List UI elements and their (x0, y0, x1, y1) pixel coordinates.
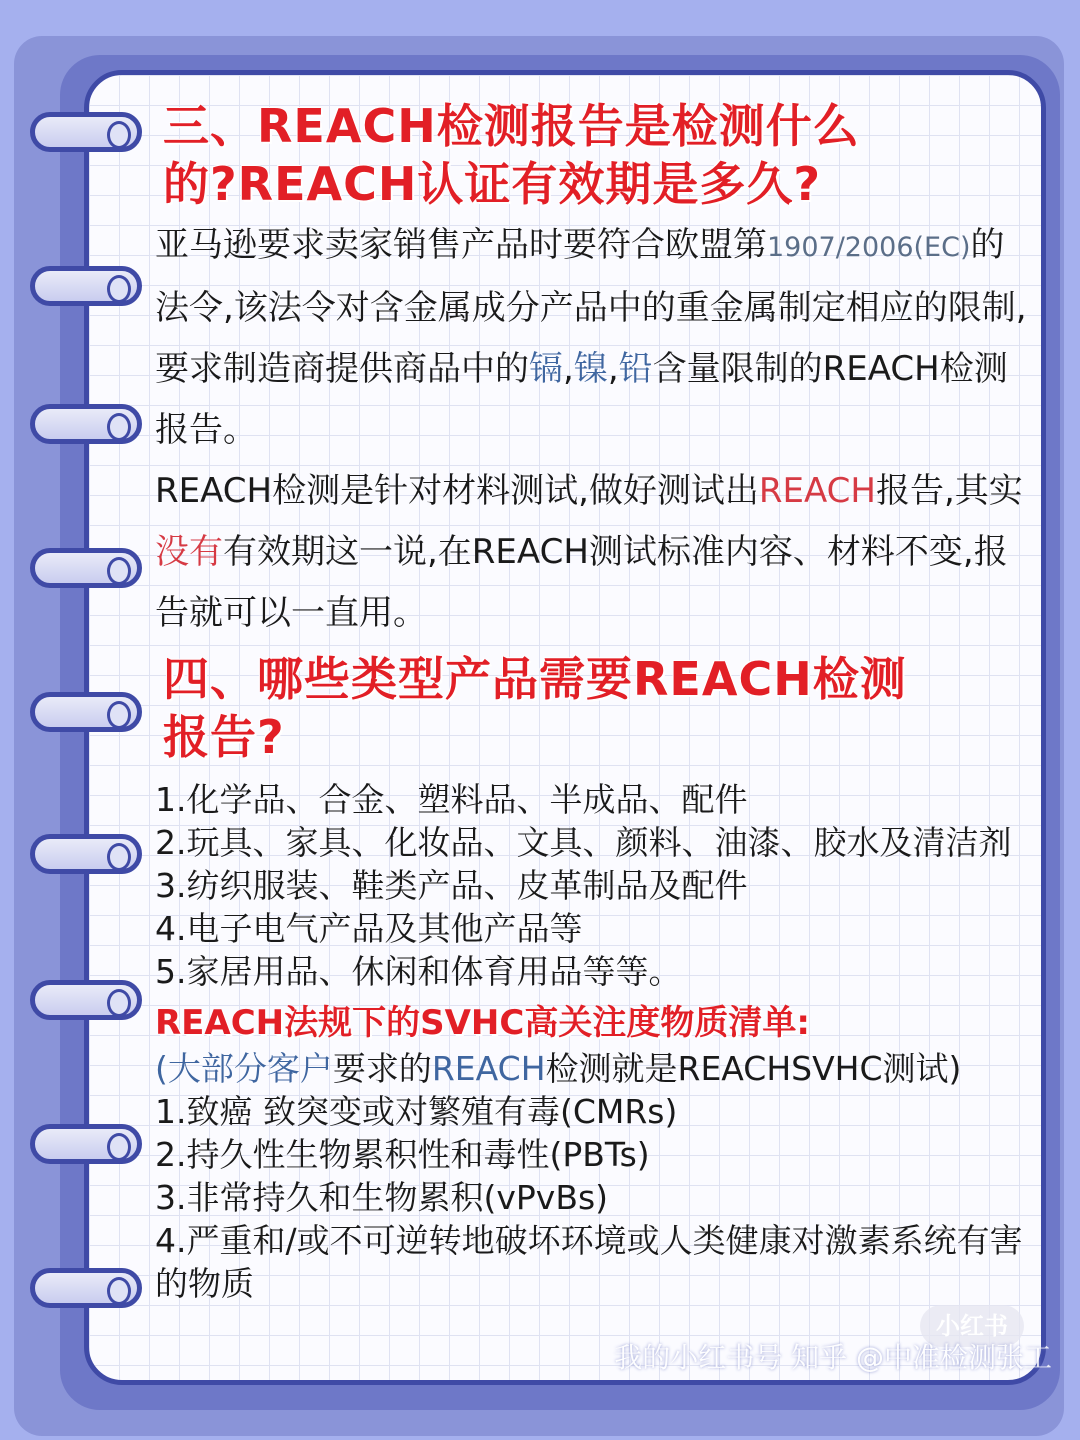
list-item: 1.化学品、合金、塑料品、半成品、配件 (155, 780, 748, 819)
section3-title-line2: 的?REACH认证有效期是多久? (163, 157, 822, 211)
p2-text-a: REACH检测是针对材料测试,做好测试出 (155, 471, 759, 511)
section4-title-line2: 报告? (163, 710, 285, 764)
list-item: 5.家居用品、休闲和体育用品等等。 (155, 952, 682, 991)
p1-text-a: 亚马逊要求卖家销售产品时要符合欧盟第 (155, 225, 767, 265)
svhc-intro-c: 检测就是REACHSVHC测试) (545, 1049, 962, 1088)
binder-ring (30, 404, 142, 444)
list-item: 2.玩具、家具、化妆品、文具、颜料、油漆、胶水及清洁剂 (155, 823, 1012, 862)
page-content (155, 83, 1035, 1305)
xiaohongshu-logo: 小红书 (920, 1305, 1024, 1347)
svhc-intro-a: (大部分客户 (155, 1049, 333, 1088)
binder-ring (30, 692, 142, 732)
section3-title (155, 97, 1035, 213)
binder-ring (30, 112, 142, 152)
svhc-list (155, 1090, 1035, 1305)
svhc-title: REACH法规下的SVHC高关注度物质清单: (155, 1003, 810, 1043)
metal-nickel: 镍 (573, 349, 608, 389)
binder-ring (30, 1124, 142, 1164)
section3-paragraph2 (155, 461, 1035, 644)
separator: , (607, 349, 619, 389)
p2-text-c: 有效期这一说,在REACH测试标准内容、材料不变,报告就可以一直用。 (155, 532, 1008, 633)
section3-paragraph1 (155, 215, 1035, 461)
list-item: 1.致癌 致突变或对繁殖有毒(CMRs) (155, 1092, 678, 1131)
metal-cadmium: 镉 (529, 349, 563, 389)
svhc-intro (155, 1047, 1035, 1090)
svhc-intro-b: 要求的 (332, 1049, 432, 1088)
section4-title (155, 650, 1035, 766)
regulation-number: 1907/2006(EC) (767, 232, 971, 263)
separator: , (563, 349, 574, 389)
binder-ring (30, 266, 142, 306)
list-item: 2.持久性生物累积性和毒性(PBTs) (155, 1135, 650, 1174)
reach-highlight: REACH (758, 471, 876, 511)
watermark: 我的小红书号 知乎 @中准检测张工 (614, 1341, 1052, 1374)
list-item: 3.纺织服装、鞋类产品、皮革制品及配件 (155, 866, 748, 905)
p1-text-c: 含量限制的REACH检测报告。 (155, 349, 1008, 450)
list-item: 3.非常持久和生物累积(vPvBs) (155, 1178, 609, 1217)
p2-text-b: 报告,其实 (875, 471, 1023, 511)
list-item: 4.严重和/或不可逆转地破坏环境或人类健康对激素系统有害的物质 (155, 1221, 1023, 1303)
p1-text-b: 的法令,该法令对含金属成分产品中的重金属制定相应的限制,要求制造商提供商品中的 (155, 225, 1027, 389)
svhc-intro-reach: REACH (431, 1049, 546, 1088)
section4-title-line1: 四、哪些类型产品需要REACH检测 (163, 652, 907, 706)
metal-lead: 铅 (618, 349, 653, 389)
notebook-page (84, 70, 1046, 1385)
binder-ring (30, 834, 142, 874)
section3-title-line1: 三、REACH检测报告是检测什么 (163, 99, 860, 153)
binder-ring (30, 548, 142, 588)
product-type-list (155, 778, 1035, 993)
binder-ring (30, 980, 142, 1020)
binder-ring (30, 1268, 142, 1308)
list-item: 4.电子电气产品及其他产品等 (155, 909, 583, 948)
none-highlight: 没有 (155, 532, 223, 572)
